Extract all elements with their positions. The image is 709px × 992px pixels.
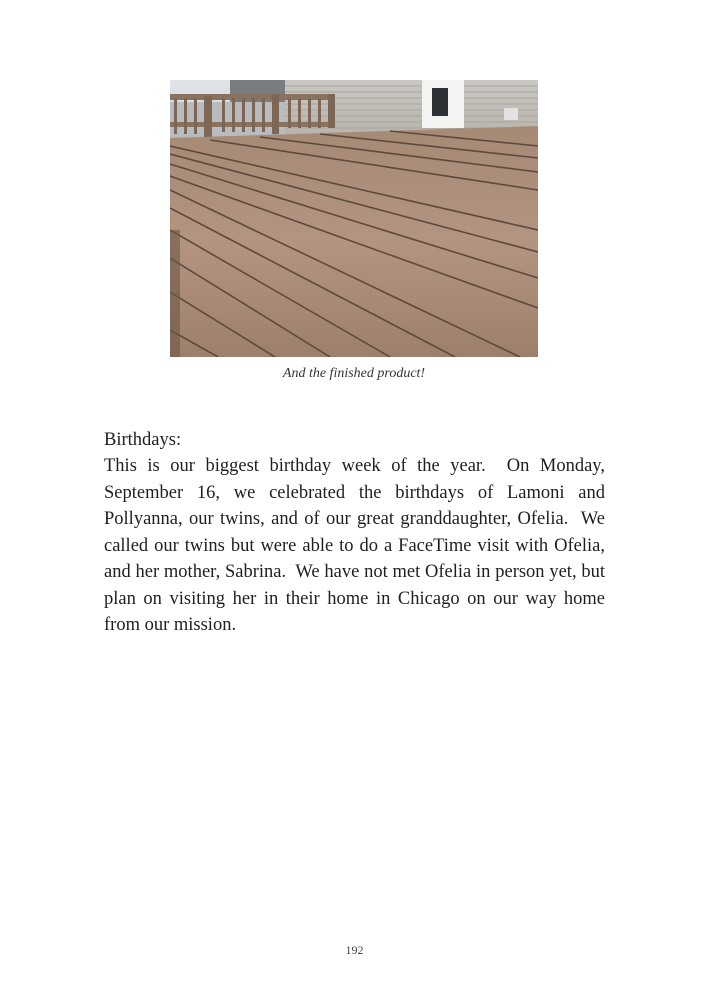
page-number: 192 <box>345 943 364 957</box>
body-paragraph: This is our biggest birthday week of the year. On Monday, September 16, we celebrated the birthdays of Lamoni and Pollyanna, our twins, and of our great granddaughter, Ofelia. We called our twins but were able to do a FaceTime visit with Ofelia, and her mother, Sabrina. We have not met Ofelia in person yet, but plan on visiting her in their home in Chicago on our way home from our mission. <box>104 456 610 635</box>
deck-photo <box>170 80 538 357</box>
section-heading: Birthdays: <box>104 430 182 450</box>
figure-caption: And the finished product! <box>282 366 426 381</box>
